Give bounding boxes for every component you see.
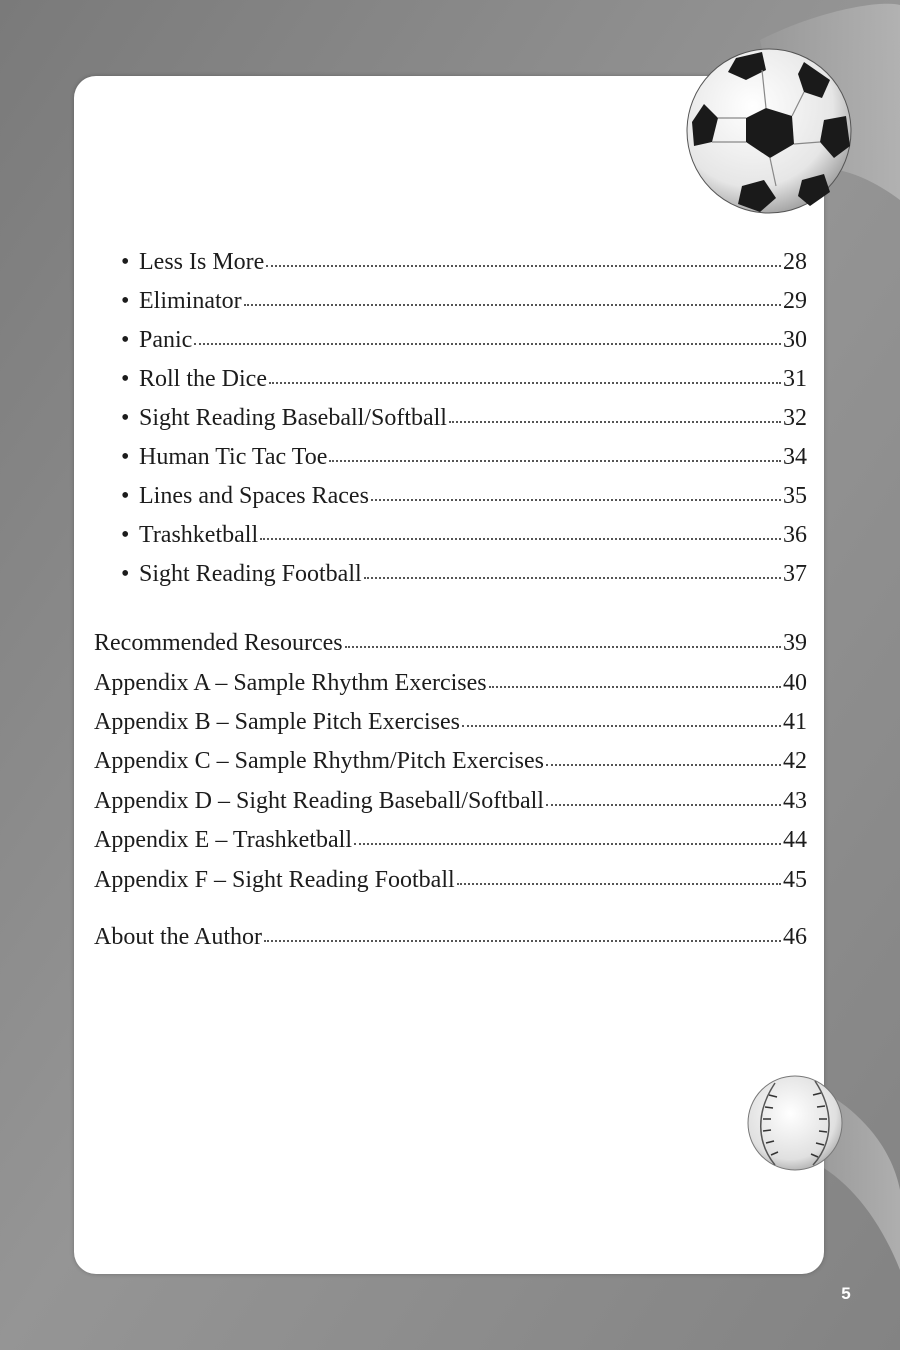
toc-item-title: About the Author bbox=[94, 924, 262, 950]
toc-item-title: Panic bbox=[139, 327, 193, 353]
toc-item-page: 41 bbox=[783, 709, 807, 735]
dot-leader bbox=[260, 532, 781, 540]
dot-leader bbox=[449, 415, 781, 423]
toc-item-page: 29 bbox=[783, 288, 807, 314]
toc-item-title: Appendix B – Sample Pitch Exercises bbox=[94, 709, 460, 735]
toc-item[interactable] bbox=[121, 286, 807, 316]
toc-item-title: Appendix D – Sight Reading Baseball/Softball bbox=[94, 788, 544, 814]
toc-item[interactable] bbox=[94, 786, 807, 816]
toc-item-title: Appendix C – Sample Rhythm/Pitch Exercises bbox=[94, 748, 544, 774]
toc-item[interactable] bbox=[121, 442, 807, 472]
soccer-ball-icon bbox=[684, 46, 854, 216]
toc-item-page: 28 bbox=[783, 249, 807, 275]
toc-item-title: Sight Reading Football bbox=[139, 561, 362, 587]
toc-item-page: 42 bbox=[783, 748, 807, 774]
toc-item[interactable] bbox=[121, 403, 807, 433]
dot-leader bbox=[462, 719, 781, 727]
toc-item-title: Appendix F – Sight Reading Football bbox=[94, 867, 455, 893]
toc-item-title: Roll the Dice bbox=[139, 366, 267, 392]
toc-item[interactable] bbox=[94, 865, 807, 895]
toc-item[interactable] bbox=[121, 325, 807, 355]
toc-item-page: 35 bbox=[783, 483, 807, 509]
bullet: • bbox=[121, 249, 130, 275]
toc-item-page: 45 bbox=[783, 867, 807, 893]
toc-item[interactable] bbox=[94, 825, 807, 855]
bullet: • bbox=[121, 561, 130, 587]
toc-item-page: 46 bbox=[783, 924, 807, 950]
dot-leader bbox=[364, 571, 781, 579]
dot-leader bbox=[345, 640, 781, 648]
bullet: • bbox=[121, 288, 130, 314]
bullet: • bbox=[121, 405, 130, 431]
bullet: • bbox=[121, 327, 130, 353]
toc-item[interactable] bbox=[121, 520, 807, 550]
toc-item[interactable] bbox=[94, 668, 807, 698]
toc-item[interactable] bbox=[121, 559, 807, 589]
page-card bbox=[74, 76, 824, 1274]
toc-item[interactable] bbox=[94, 628, 807, 658]
page-number: 5 bbox=[841, 1284, 851, 1303]
dot-leader bbox=[269, 376, 781, 384]
bullet: • bbox=[121, 522, 130, 548]
dot-leader bbox=[354, 837, 781, 845]
toc-item-page: 32 bbox=[783, 405, 807, 431]
toc-item-title: Sight Reading Baseball/Softball bbox=[139, 405, 447, 431]
dot-leader bbox=[194, 337, 781, 345]
toc-item[interactable] bbox=[121, 247, 807, 277]
toc-item-page: 40 bbox=[783, 670, 807, 696]
toc-item-page: 43 bbox=[783, 788, 807, 814]
toc-item-title: Less Is More bbox=[139, 249, 265, 275]
toc-item-page: 44 bbox=[783, 827, 807, 853]
toc-item-page: 34 bbox=[783, 444, 807, 470]
dot-leader bbox=[266, 259, 781, 267]
dot-leader bbox=[371, 493, 781, 501]
toc-item-title: Appendix A – Sample Rhythm Exercises bbox=[94, 670, 487, 696]
toc-item-page: 36 bbox=[783, 522, 807, 548]
toc-item-page: 39 bbox=[783, 630, 807, 656]
bullet: • bbox=[121, 483, 130, 509]
table-of-contents bbox=[74, 76, 824, 1274]
dot-leader bbox=[264, 934, 781, 942]
dot-leader bbox=[457, 877, 781, 885]
toc-item-page: 37 bbox=[783, 561, 807, 587]
toc-item[interactable] bbox=[94, 707, 807, 737]
toc-item-page: 30 bbox=[783, 327, 807, 353]
baseball-icon bbox=[745, 1073, 845, 1173]
bullet: • bbox=[121, 366, 130, 392]
toc-item-title: Human Tic Tac Toe bbox=[139, 444, 328, 470]
dot-leader bbox=[244, 298, 781, 306]
toc-item[interactable] bbox=[94, 922, 807, 952]
toc-item-title: Appendix E – Trashketball bbox=[94, 827, 352, 853]
toc-item[interactable] bbox=[121, 364, 807, 394]
dot-leader bbox=[489, 680, 781, 688]
dot-leader bbox=[546, 798, 781, 806]
toc-item-title: Trashketball bbox=[139, 522, 259, 548]
dot-leader bbox=[546, 758, 781, 766]
dot-leader bbox=[329, 454, 781, 462]
toc-item[interactable] bbox=[121, 481, 807, 511]
toc-item-title: Recommended Resources bbox=[94, 630, 343, 656]
bullet: • bbox=[121, 444, 130, 470]
toc-item-page: 31 bbox=[783, 366, 807, 392]
toc-item-title: Eliminator bbox=[139, 288, 242, 314]
toc-item[interactable] bbox=[94, 746, 807, 776]
toc-item-title: Lines and Spaces Races bbox=[139, 483, 369, 509]
